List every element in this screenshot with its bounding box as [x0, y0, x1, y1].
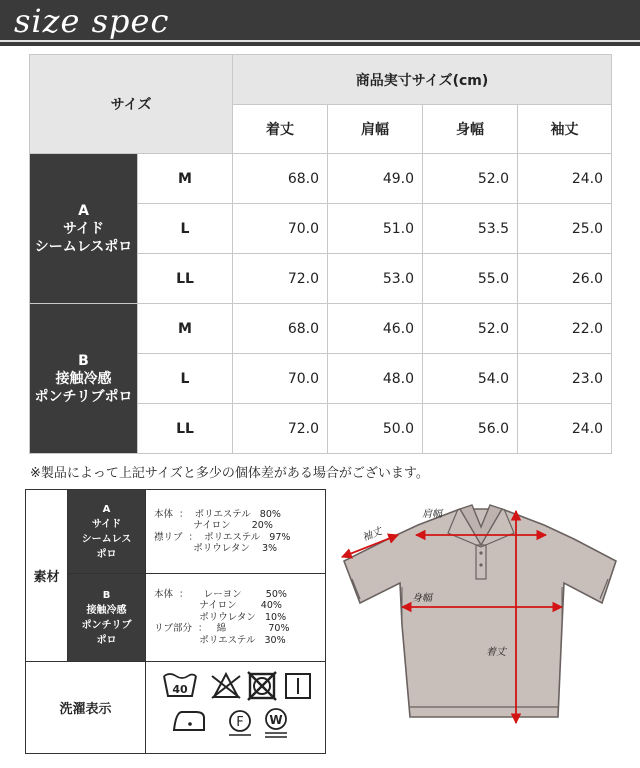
sleeve-label: 袖丈: [361, 526, 384, 544]
column-header-body: 身幅: [423, 105, 518, 154]
banner-underline: [0, 40, 640, 42]
materials-table: [25, 489, 326, 754]
value-cell: 52.0: [423, 304, 518, 354]
svg-text:F: F: [235, 714, 244, 730]
value-cell: 25.0: [518, 204, 612, 254]
disclaimer-note: ※製品によって上記サイズと多少の個体差がある場合がございます。: [30, 466, 429, 481]
material-group-a: A サイド シームレス ポロ: [68, 490, 146, 574]
size-cell: L: [138, 354, 233, 404]
body-label: 身幅: [412, 593, 432, 604]
table-row: [30, 304, 612, 354]
value-cell: 50.0: [328, 404, 423, 454]
value-cell: 70.0: [233, 204, 328, 254]
banner-title: size spec: [14, 2, 170, 40]
size-cell: L: [138, 204, 233, 254]
size-cell: LL: [138, 254, 233, 304]
no-tumble-dry-icon: [248, 672, 276, 700]
value-cell: 52.0: [423, 154, 518, 204]
dims-header: 商品実寸サイズ(cm): [233, 55, 612, 105]
value-cell: 55.0: [423, 254, 518, 304]
wet-clean-w-icon: [265, 709, 287, 737]
value-cell: 68.0: [233, 304, 328, 354]
material-composition-b: 本体 ： レーヨン 50% ナイロン 40% ポリウレタン 10% リブ部分 ： 綿 70% ポリエステル 30%: [146, 574, 326, 662]
value-cell: 56.0: [423, 404, 518, 454]
value-cell: 72.0: [233, 404, 328, 454]
size-spec-table: [29, 54, 612, 454]
care-label: 洗濯表示: [26, 662, 146, 754]
svg-text:40: 40: [171, 682, 188, 696]
value-cell: 51.0: [328, 204, 423, 254]
group-label-a: A サイド シームレスポロ: [30, 154, 138, 304]
column-header-shoulder: 肩幅: [328, 105, 423, 154]
value-cell: 49.0: [328, 154, 423, 204]
value-cell: 23.0: [518, 354, 612, 404]
size-header: サイズ: [30, 55, 233, 154]
value-cell: 54.0: [423, 354, 518, 404]
column-header-sleeve: 袖丈: [518, 105, 612, 154]
value-cell: 70.0: [233, 354, 328, 404]
group-label-b: B 接触冷感 ポンチリブポロ: [30, 304, 138, 454]
size-cell: M: [138, 154, 233, 204]
value-cell: 53.0: [328, 254, 423, 304]
title-banner: [0, 0, 640, 46]
value-cell: 26.0: [518, 254, 612, 304]
table-row: [30, 154, 612, 204]
materials-label: 素材: [26, 490, 68, 662]
dry-clean-f-icon: [229, 711, 251, 735]
value-cell: 24.0: [518, 154, 612, 204]
wash-40-icon: [164, 674, 196, 696]
material-group-b: B 接触冷感 ポンチリブ ポロ: [68, 574, 146, 662]
value-cell: 24.0: [518, 404, 612, 454]
value-cell: 68.0: [233, 154, 328, 204]
shirt-diagram: [330, 495, 630, 735]
value-cell: 46.0: [328, 304, 423, 354]
shoulder-label: 肩幅: [422, 509, 442, 520]
length-label: 着丈: [486, 647, 506, 658]
iron-low-icon: [174, 712, 204, 730]
care-symbols-svg: [156, 664, 316, 748]
size-cell: M: [138, 304, 233, 354]
svg-text:W: W: [268, 712, 283, 727]
column-header-length: 着丈: [233, 105, 328, 154]
line-dry-icon: [286, 674, 310, 698]
value-cell: 72.0: [233, 254, 328, 304]
value-cell: 53.5: [423, 204, 518, 254]
value-cell: 22.0: [518, 304, 612, 354]
care-symbols: [146, 662, 326, 754]
no-bleach-icon: [212, 674, 240, 698]
size-cell: LL: [138, 404, 233, 454]
value-cell: 48.0: [328, 354, 423, 404]
material-composition-a: 本体 ： ポリエステル 80% ナイロン 20% 襟リブ ： ポリエステル 97% ポリウレタン 3%: [146, 490, 326, 574]
